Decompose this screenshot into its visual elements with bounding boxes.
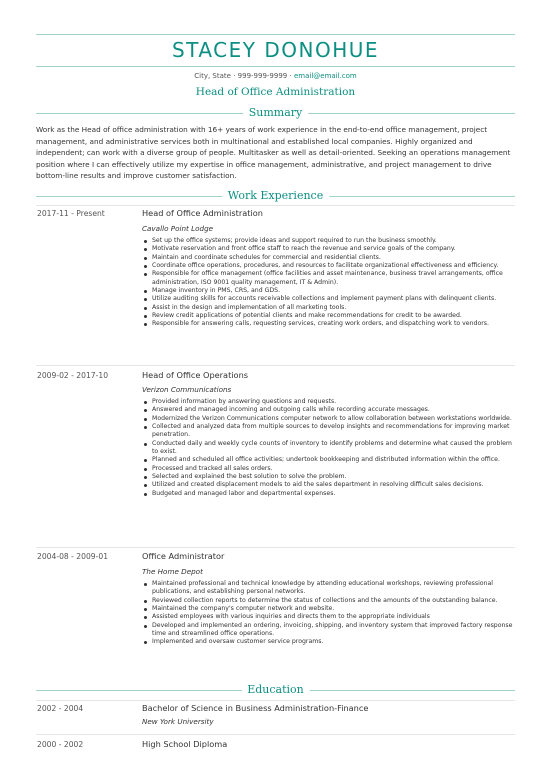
contact-email-link[interactable]: email@email.com: [293, 72, 357, 80]
list-item: Conducted daily and weekly cycle counts of inventory to identify problems and determine what caused the problem to exist.: [142, 440, 517, 457]
contact-line: [0, 72, 551, 80]
list-item: Developed and implemented an ordering, invoicing, shipping, and inventory system that improved factory response time and streamlined office operations.: [142, 622, 517, 639]
job-dates: 2009-02 - 2017-10: [37, 371, 109, 380]
job-title: Head of Office Administration: [142, 208, 263, 218]
list-item: Maintain and coordinate schedules for commercial and residential clients.: [142, 254, 517, 262]
list-item: Responsible for answering calls, requesting services, creating work orders, and dispatching work to vendors.: [142, 320, 517, 328]
list-item: Utilized and created displacement models to aid the sales department in resolving difficult sales decisions.: [142, 481, 517, 489]
professional-headline: Head of Office Administration: [195, 86, 356, 98]
summary-section-header: [36, 106, 515, 120]
job-dates: 2004-08 - 2009-01: [37, 552, 109, 561]
list-item: Coordinate office operations, procedures, and resources to facilitate organizational effectiveness and efficiency.: [142, 262, 517, 270]
entry-separator: [36, 547, 515, 548]
list-item: Utilize auditing skills for accounts receivable collections and implement payment plans with delinquent clients.: [142, 295, 517, 303]
list-item: Reviewed collection reports to determine the status of collections and the amounts of the outstanding balance.: [142, 597, 517, 605]
list-item: Provided information by answering questions and requests.: [142, 398, 517, 406]
job-bullets: [142, 580, 517, 647]
summary-text: Work as the Head of office administration with 16+ years of work experience in the end-to-end office management, project management, and administrative services both in multinational and established local companies. Highly organized and independent; can work with a diverse group of people. Multitasker as well as detail-oriented. Seeking an operations management position where I can effectively utilize my expertise in office management, administrative, and project management to drive bottom-line results and improve customer satisfaction.: [36, 125, 511, 181]
candidate-name: STACEY DONOHUE: [171, 38, 380, 62]
education-heading: Education: [241, 683, 310, 697]
list-item: Manage inventory in PMS, CRS, and GDS.: [142, 287, 517, 295]
education-school: New York University: [142, 717, 214, 726]
name-divider: [36, 66, 515, 67]
list-item: Collected and analyzed data from multiple sources to develop insights and recommendations for improving market penetration.: [142, 423, 517, 440]
job-bullets: [142, 237, 517, 329]
contact-separator: ·: [289, 72, 292, 80]
list-item: Responsible for office management (office facilities and asset maintenance, business travel arrangements, office administration, ISO 9001 quality management, IT & Admin).: [142, 270, 517, 287]
list-item: Implemented and oversaw customer service programs.: [142, 638, 517, 646]
summary-heading: Summary: [243, 106, 309, 120]
education-section-header: [36, 683, 515, 697]
education-degree: High School Diploma: [142, 739, 228, 749]
list-item: Modernized the Verizon Communications computer network to allow collaboration between workstations worldwide.: [142, 415, 517, 423]
education-dates: 2000 - 2002: [37, 740, 84, 749]
list-item: Planned and scheduled all office activities; undertook bookkeeping and distributed information within the office.: [142, 456, 517, 464]
list-item: Review credit applications of potential clients and make recommendations for credit to be awarded.: [142, 312, 517, 320]
education-dates: 2002 - 2004: [37, 704, 84, 713]
list-item: Budgeted and managed labor and departmental expenses.: [142, 490, 517, 498]
entry-separator: [36, 734, 515, 735]
top-divider: [36, 34, 515, 35]
list-item: Selected and explained the best solution to solve the problem.: [142, 473, 517, 481]
list-item: Answered and managed incoming and outgoing calls while recording accurate messages.: [142, 406, 517, 414]
job-dates: 2017-11 - Present: [37, 209, 105, 218]
experience-section-header: [36, 189, 515, 203]
list-item: Motivate reservation and front office staff to reach the revenue and service goals of the company.: [142, 245, 517, 253]
job-company: Verizon Communications: [142, 385, 232, 394]
job-company: The Home Depot: [142, 567, 203, 576]
list-item: Assist in the design and implementation of all marketing tools.: [142, 304, 517, 312]
job-title: Head of Office Operations: [142, 370, 249, 380]
contact-separator: ·: [233, 72, 236, 80]
entry-separator: [36, 700, 515, 701]
contact-city: City, State: [194, 72, 231, 80]
entry-separator: [36, 365, 515, 366]
list-item: Maintained the company's computer network and website.: [142, 605, 517, 613]
list-item: Set up the office systems; provide ideas and support required to run the business smoothly.: [142, 237, 517, 245]
experience-heading: Work Experience: [222, 189, 329, 203]
education-degree: Bachelor of Science in Business Administration-Finance: [142, 703, 369, 713]
entry-separator: [36, 205, 515, 206]
list-item: Assisted employees with various inquiries and directs them to the appropriate individuals: [142, 613, 517, 621]
job-company: Cavallo Point Lodge: [142, 224, 214, 233]
list-item: Processed and tracked all sales orders.: [142, 465, 517, 473]
job-title: Office Administrator: [142, 551, 225, 561]
list-item: Maintained professional and technical knowledge by attending educational workshops, reviewing professional publications, and establishing personal networks.: [142, 580, 517, 597]
job-bullets: [142, 398, 517, 498]
contact-phone: 999-999-9999: [237, 72, 288, 80]
